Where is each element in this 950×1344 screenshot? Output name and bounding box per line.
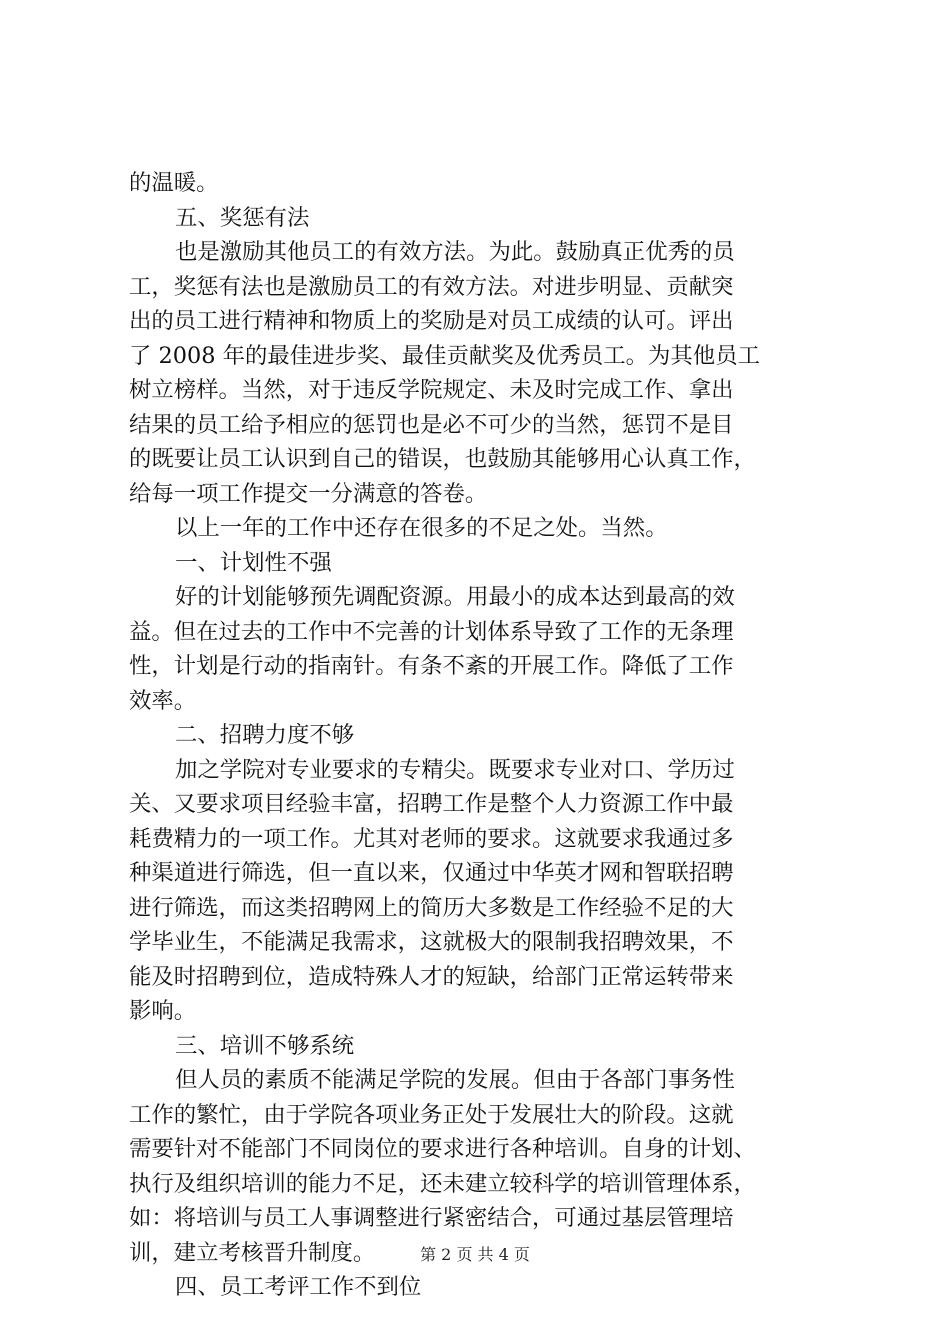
text-line: 益。但在过去的工作中不完善的计划体系导致了工作的无条理	[129, 618, 734, 645]
text-line: 学毕业生，不能满足我需求，这就极大的限制我招聘效果，不	[129, 929, 734, 955]
text-line: 三、培训不够系统	[175, 1032, 355, 1059]
text-line: 给每一项工作提交一分满意的答卷。	[129, 480, 488, 507]
text-line: 耗费精力的一项工作。尤其对老师的要求。这就要求我通过多	[129, 825, 734, 852]
text-line: 出的员工进行精神和物质上的奖励是对员工成绩的认可。评出	[129, 308, 734, 334]
page-footer: 第 2 页 共 4 页	[420, 1245, 530, 1264]
text-line: 如：将培训与员工人事调整进行紧密结合，可通过基层管理培	[129, 1205, 734, 1231]
text-line: 结果的员工给予相应的惩罚也是必不可少的当然，惩罚不是目	[129, 411, 734, 438]
text-line: 执行及组织培训的能力不足，还未建立较科学的培训管理体系，	[129, 1170, 756, 1197]
text-line: 种渠道进行筛选，但一直以来，仅通过中华英才网和智联招聘	[129, 860, 734, 886]
text-line: 影响。	[129, 998, 197, 1024]
text-line: 需要针对不能部门不同岗位的要求进行各种培训。自身的计划、	[129, 1136, 756, 1162]
text-line: 好的计划能够预先调配资源。用最小的成本达到最高的效	[175, 584, 735, 610]
text-line: 以上一年的工作中还存在很多的不足之处。当然。	[175, 515, 668, 541]
text-line: 进行筛选，而这类招聘网上的简历大多数是工作经验不足的大	[129, 894, 734, 921]
document-body	[129, 166, 829, 1305]
text-line: 一、计划性不强	[175, 549, 332, 576]
text-line: 工作的繁忙，由于学院各项业务正处于发展壮大的阶段。这就	[129, 1101, 734, 1128]
text-line: 训，建立考核晋升制度。	[129, 1239, 376, 1266]
text-line: 四、员工考评工作不到位	[175, 1274, 422, 1300]
text-line: 五、奖惩有法	[175, 204, 310, 231]
text-line: 了 2008 年的最佳进步奖、最佳贡献奖及优秀员工。为其他员工	[129, 342, 760, 369]
text-line: 的既要让员工认识到自己的错误，也鼓励其能够用心认真工作，	[129, 446, 756, 472]
text-line: 加之学院对专业要求的专精尖。既要求专业对口、学历过	[175, 756, 735, 783]
text-line: 但人员的素质不能满足学院的发展。但由于各部门事务性	[175, 1067, 735, 1093]
text-line: 树立榜样。当然，对于违反学院规定、未及时完成工作、拿出	[129, 377, 734, 403]
text-line: 关、又要求项目经验丰富，招聘工作是整个人力资源工作中最	[129, 791, 734, 817]
text-line: 二、招聘力度不够	[175, 722, 355, 748]
text-line: 也是激励其他员工的有效方法。为此。鼓励真正优秀的员	[175, 239, 735, 265]
text-line: 的温暖。	[129, 170, 219, 196]
text-line: 效率。	[129, 687, 197, 714]
text-line: 能及时招聘到位，造成特殊人才的短缺，给部门正常运转带来	[129, 963, 734, 990]
text-line: 工，奖惩有法也是激励员工的有效方法。对进步明显、贡献突	[129, 273, 734, 300]
text-line: 性，计划是行动的指南针。有条不紊的开展工作。降低了工作	[129, 653, 734, 679]
